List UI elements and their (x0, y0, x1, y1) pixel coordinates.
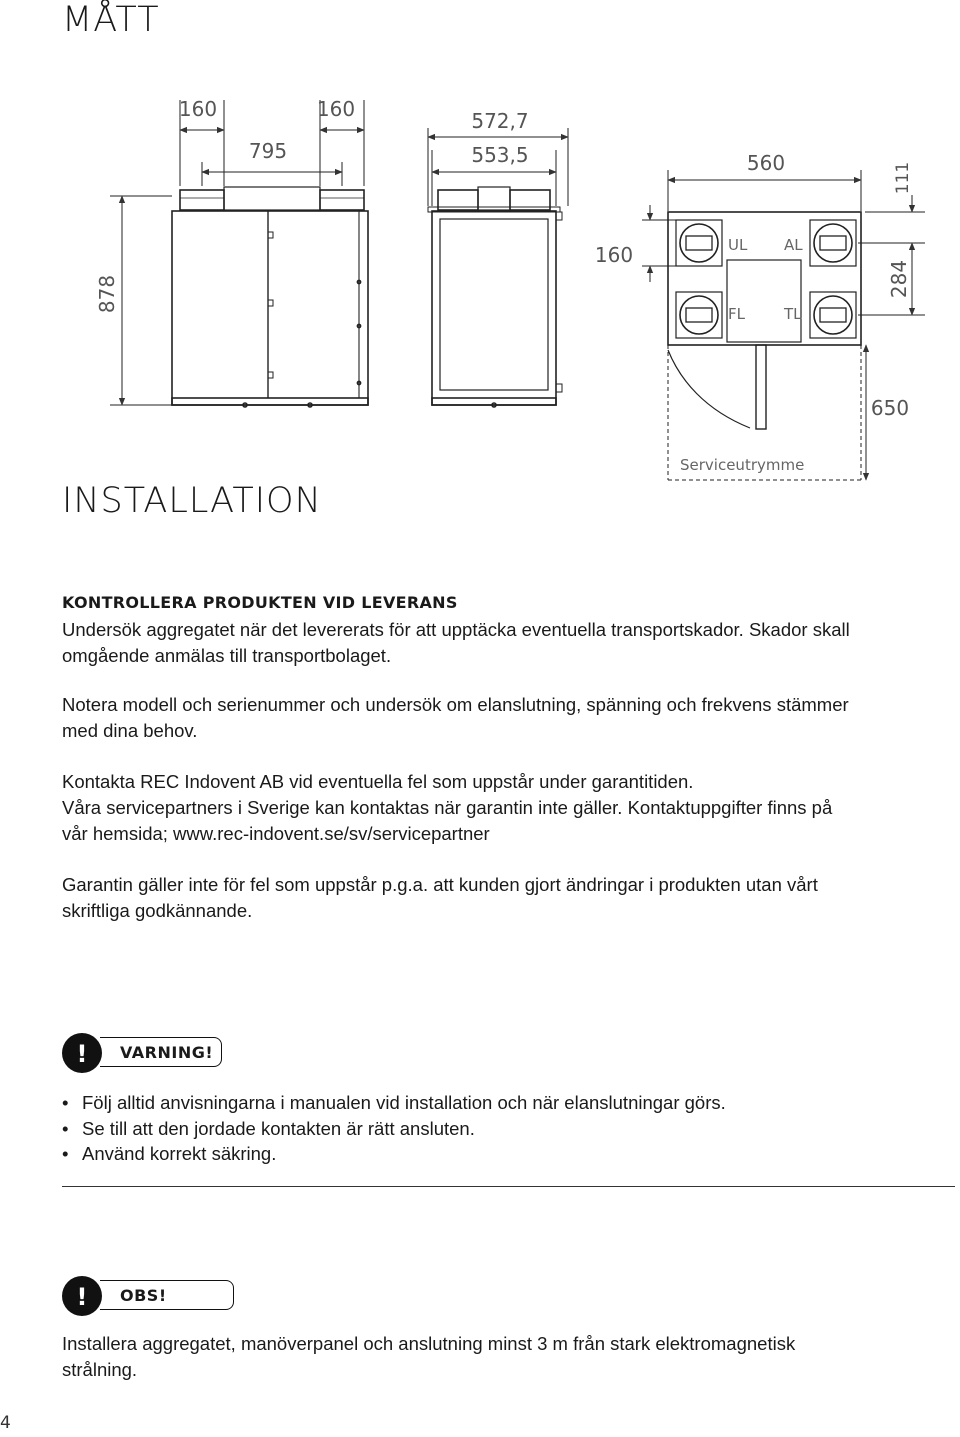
dim-top-offset: 111 (893, 161, 913, 195)
dim-top-width: 560 (746, 151, 786, 175)
svg-text:!: ! (76, 1040, 88, 1068)
section-title-check: KONTROLLERA PRODUKTEN VID LEVERANS (62, 593, 458, 612)
text-line: skriftliga godkännande. (62, 900, 253, 921)
text-line: vår hemsida; www.rec-indovent.se/sv/servicepartner (62, 823, 490, 844)
connection-ul (676, 220, 722, 266)
text-line: Undersök aggregatet när det levererats för att upptäcka eventuella transportskador. Skador skall (62, 619, 850, 640)
list-item: • Följ alltid anvisningarna i manualen vid installation och när elanslutningar görs. (62, 1090, 726, 1116)
list-item: • Se till att den jordade kontakten är rätt ansluten. (62, 1116, 726, 1142)
front-outlet-right (320, 190, 364, 210)
top-view (642, 170, 925, 480)
front-outlet-left (180, 190, 224, 210)
dim-service: 650 (870, 396, 910, 420)
dim-front-spacing: 795 (248, 139, 288, 163)
side-unit-body (432, 211, 556, 405)
dim-top-duct: 160 (594, 243, 634, 267)
dim-front-outlet-left: 160 (178, 97, 218, 121)
dim-side-inner: 553,5 (471, 143, 529, 167)
text-line: Garantin gäller inte för fel som uppstår p.g.a. att kunden gjort ändringar i produkten utan vårt (62, 874, 818, 895)
top-unit-body (668, 212, 861, 345)
divider (62, 1186, 955, 1187)
front-unit-body (172, 211, 368, 405)
label-al: AL (784, 236, 803, 254)
door-panel (756, 345, 766, 429)
dim-front-outlet-right: 160 (316, 97, 356, 121)
heading-dimensions: MÅTT (62, 0, 160, 40)
page-number: 4 (0, 1413, 11, 1433)
front-view (110, 100, 368, 407)
text-line: omgående anmälas till transportbolaget. (62, 645, 392, 666)
text-line: Våra servicepartners i Sverige kan kontaktas när garantin inte gäller. Kontaktuppgifter finns på (62, 797, 833, 818)
paragraph-warranty (62, 872, 942, 924)
text-line: strålning. (62, 1359, 138, 1380)
connection-tl (810, 292, 856, 338)
dimension-drawing (0, 0, 960, 490)
paragraph-note (62, 1331, 942, 1383)
dim-side-outer: 572,7 (471, 109, 529, 133)
service-area-label: Serviceutrymme (680, 456, 805, 474)
label-fl: FL (728, 305, 745, 323)
paragraph-contact (62, 769, 942, 847)
dim-front-height: 878 (95, 274, 119, 314)
note-label: OBS! (100, 1280, 234, 1310)
text-line: Installera aggregatet, manöverpanel och anslutning minst 3 m från stark elektromagnetisk (62, 1333, 796, 1354)
connection-al (810, 220, 856, 266)
dim-top-spacing: 284 (887, 259, 911, 299)
paragraph-model-check (62, 692, 942, 744)
list-item: • Använd korrekt säkring. (62, 1141, 726, 1167)
connection-fl (676, 292, 722, 338)
text-line: med dina behov. (62, 720, 198, 741)
warning-label: VARNING! (100, 1037, 222, 1067)
text-line: Notera modell och serienummer och undersök om elanslutning, spänning och frekvens stämmer (62, 694, 849, 715)
label-tl: TL (784, 305, 802, 323)
warning-list (62, 1090, 726, 1167)
paragraph-delivery-check (62, 617, 942, 669)
side-view (428, 128, 568, 407)
heading-installation: INSTALLATION (62, 481, 322, 521)
svg-text:!: ! (76, 1283, 88, 1311)
text-line: Kontakta REC Indovent AB vid eventuella fel som uppstår under garantitiden. (62, 771, 694, 792)
label-ul: UL (728, 236, 748, 254)
